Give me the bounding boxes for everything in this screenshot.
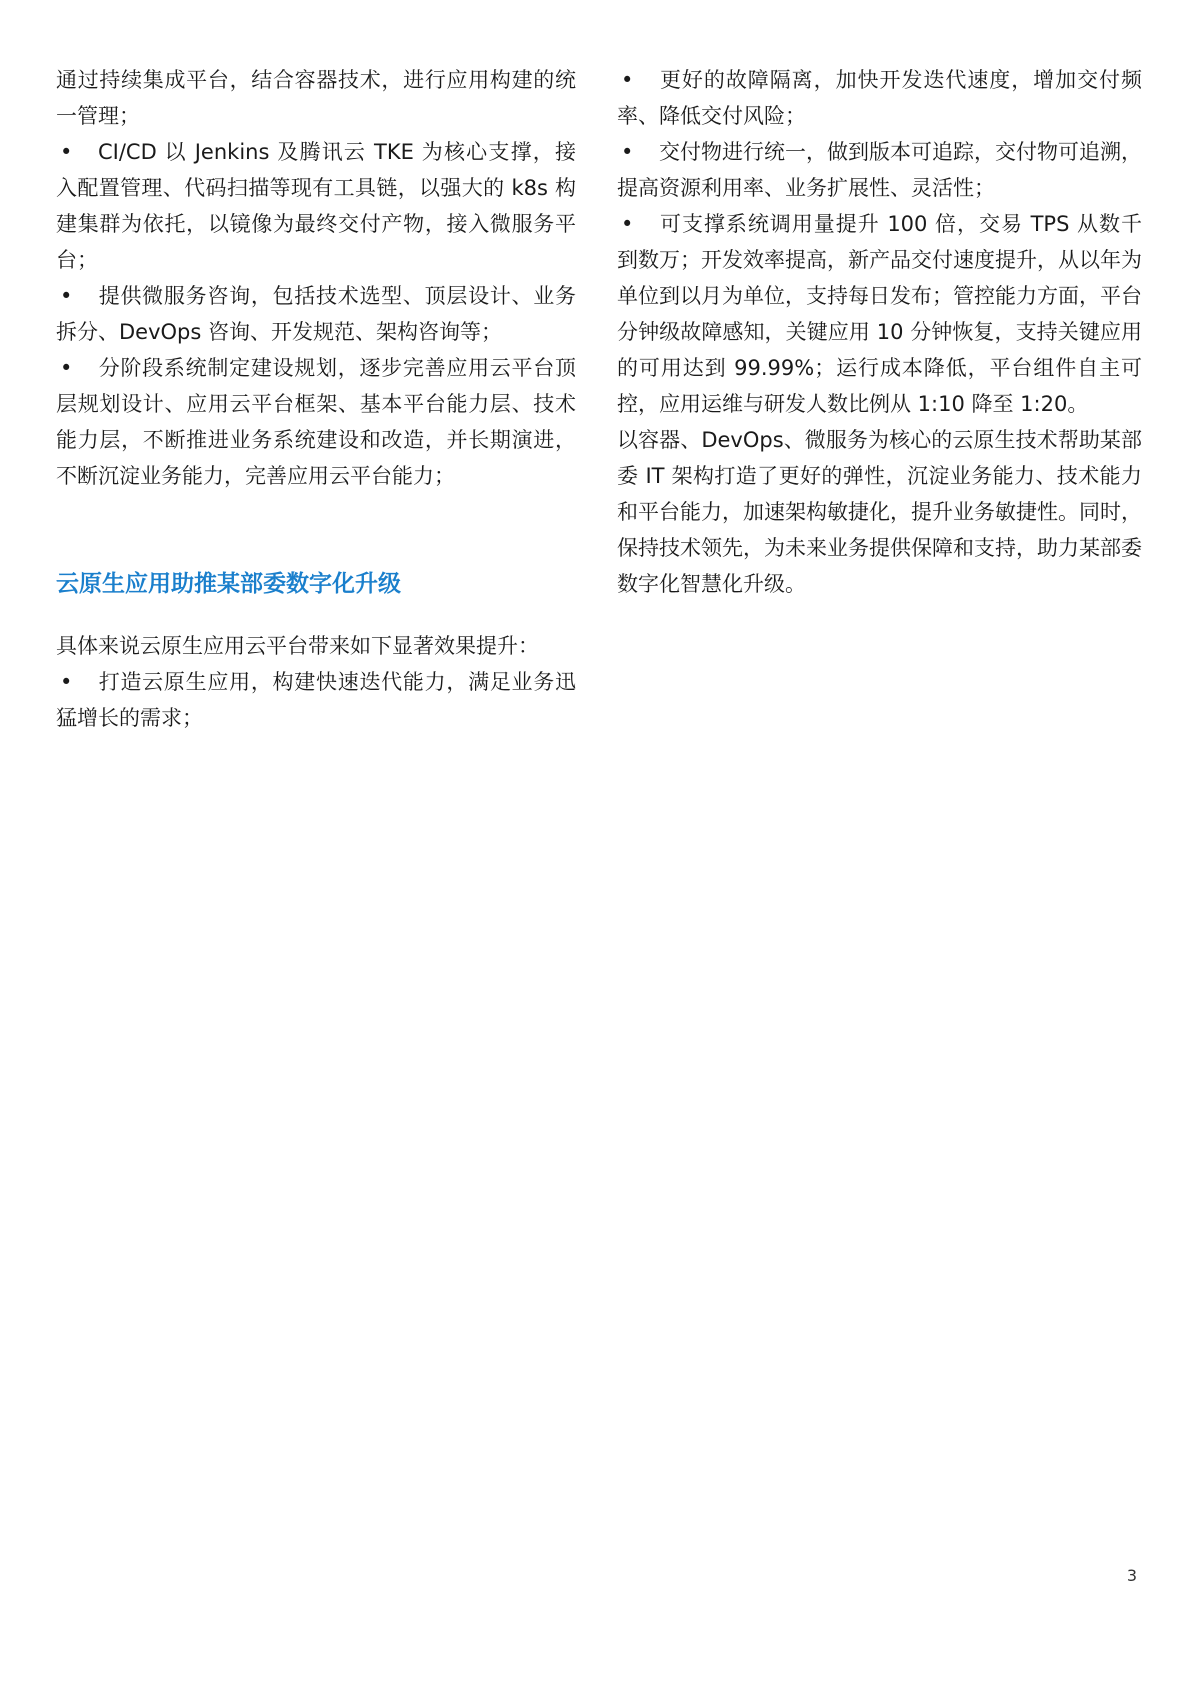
bullet-icon: • <box>621 140 634 164</box>
bullet-item <box>617 206 1142 422</box>
bullet-item <box>56 350 576 494</box>
section-heading: 云原生应用助推某部委数字化升级 <box>56 571 401 597</box>
bullet-text: 分阶段系统制定建设规划，逐步完善应用云平台顶层规划设计、应用云平台框架、基本平台能力层、技术能力层，不断推进业务系统建设和改造，并长期演进，不断沉淀业务能力，完善应用云平台能力； <box>56 356 576 488</box>
bullet-icon: • <box>621 68 634 92</box>
bullet-icon: • <box>60 356 73 380</box>
bullet-item <box>56 664 576 736</box>
page-number: 3 <box>1126 1566 1137 1585</box>
bullet-text: 可支撑系统调用量提升 100 倍，交易 TPS 从数千到数万；开发效率提高，新产品交付速度提升，从以年为单位到以月为单位，支持每日发布；管控能力方面，平台分钟级故障感知，关键应用 10 分钟恢复，支持关键应用的可用达到 99.99%；运行成本降低，平台组件自主可控，应用运维与研发人数比例从 1:10 降至 1:20。 <box>617 212 1142 416</box>
left-column <box>56 62 576 736</box>
bullet-icon: • <box>60 284 73 308</box>
bullet-item <box>617 134 1142 206</box>
bullet-text: 打造云原生应用，构建快速迭代能力，满足业务迅猛增长的需求； <box>56 670 576 730</box>
right-column <box>617 62 1142 602</box>
bullet-icon: • <box>60 670 73 694</box>
bullet-icon: • <box>60 140 73 164</box>
bullet-text: CI/CD 以 Jenkins 及腾讯云 TKE 为核心支撑，接入配置管理、代码扫描等现有工具链，以强大的 k8s 构建集群为依托，以镜像为最终交付产物，接入微服务平台； <box>56 140 576 272</box>
bullet-icon: • <box>621 212 634 236</box>
bullet-text: 提供微服务咨询，包括技术选型、顶层设计、业务拆分、DevOps 咨询、开发规范、架构咨询等； <box>56 284 576 344</box>
bullet-item <box>56 278 576 350</box>
spacer <box>56 494 576 566</box>
bullet-item <box>56 134 576 278</box>
bullet-text: 更好的故障隔离，加快开发迭代速度，增加交付频率、降低交付风险； <box>617 68 1142 128</box>
bullet-item <box>617 62 1142 134</box>
spacer <box>56 602 576 628</box>
bullet-text: 交付物进行统一，做到版本可追踪，交付物可追溯，提高资源利用率、业务扩展性、灵活性； <box>617 140 1142 200</box>
closing-paragraph: 以容器、DevOps、微服务为核心的云原生技术帮助某部委 IT 架构打造了更好的弹性，沉淀业务能力、技术能力和平台能力，加速架构敏捷化，提升业务敏捷性。同时，保持技术领先，为未来业务提供保障和支持，助力某部委数字化智慧化升级。 <box>617 428 1142 596</box>
section-intro: 具体来说云原生应用云平台带来如下显著效果提升： <box>56 634 539 658</box>
intro-paragraph: 通过持续集成平台，结合容器技术，进行应用构建的统一管理； <box>56 68 576 128</box>
